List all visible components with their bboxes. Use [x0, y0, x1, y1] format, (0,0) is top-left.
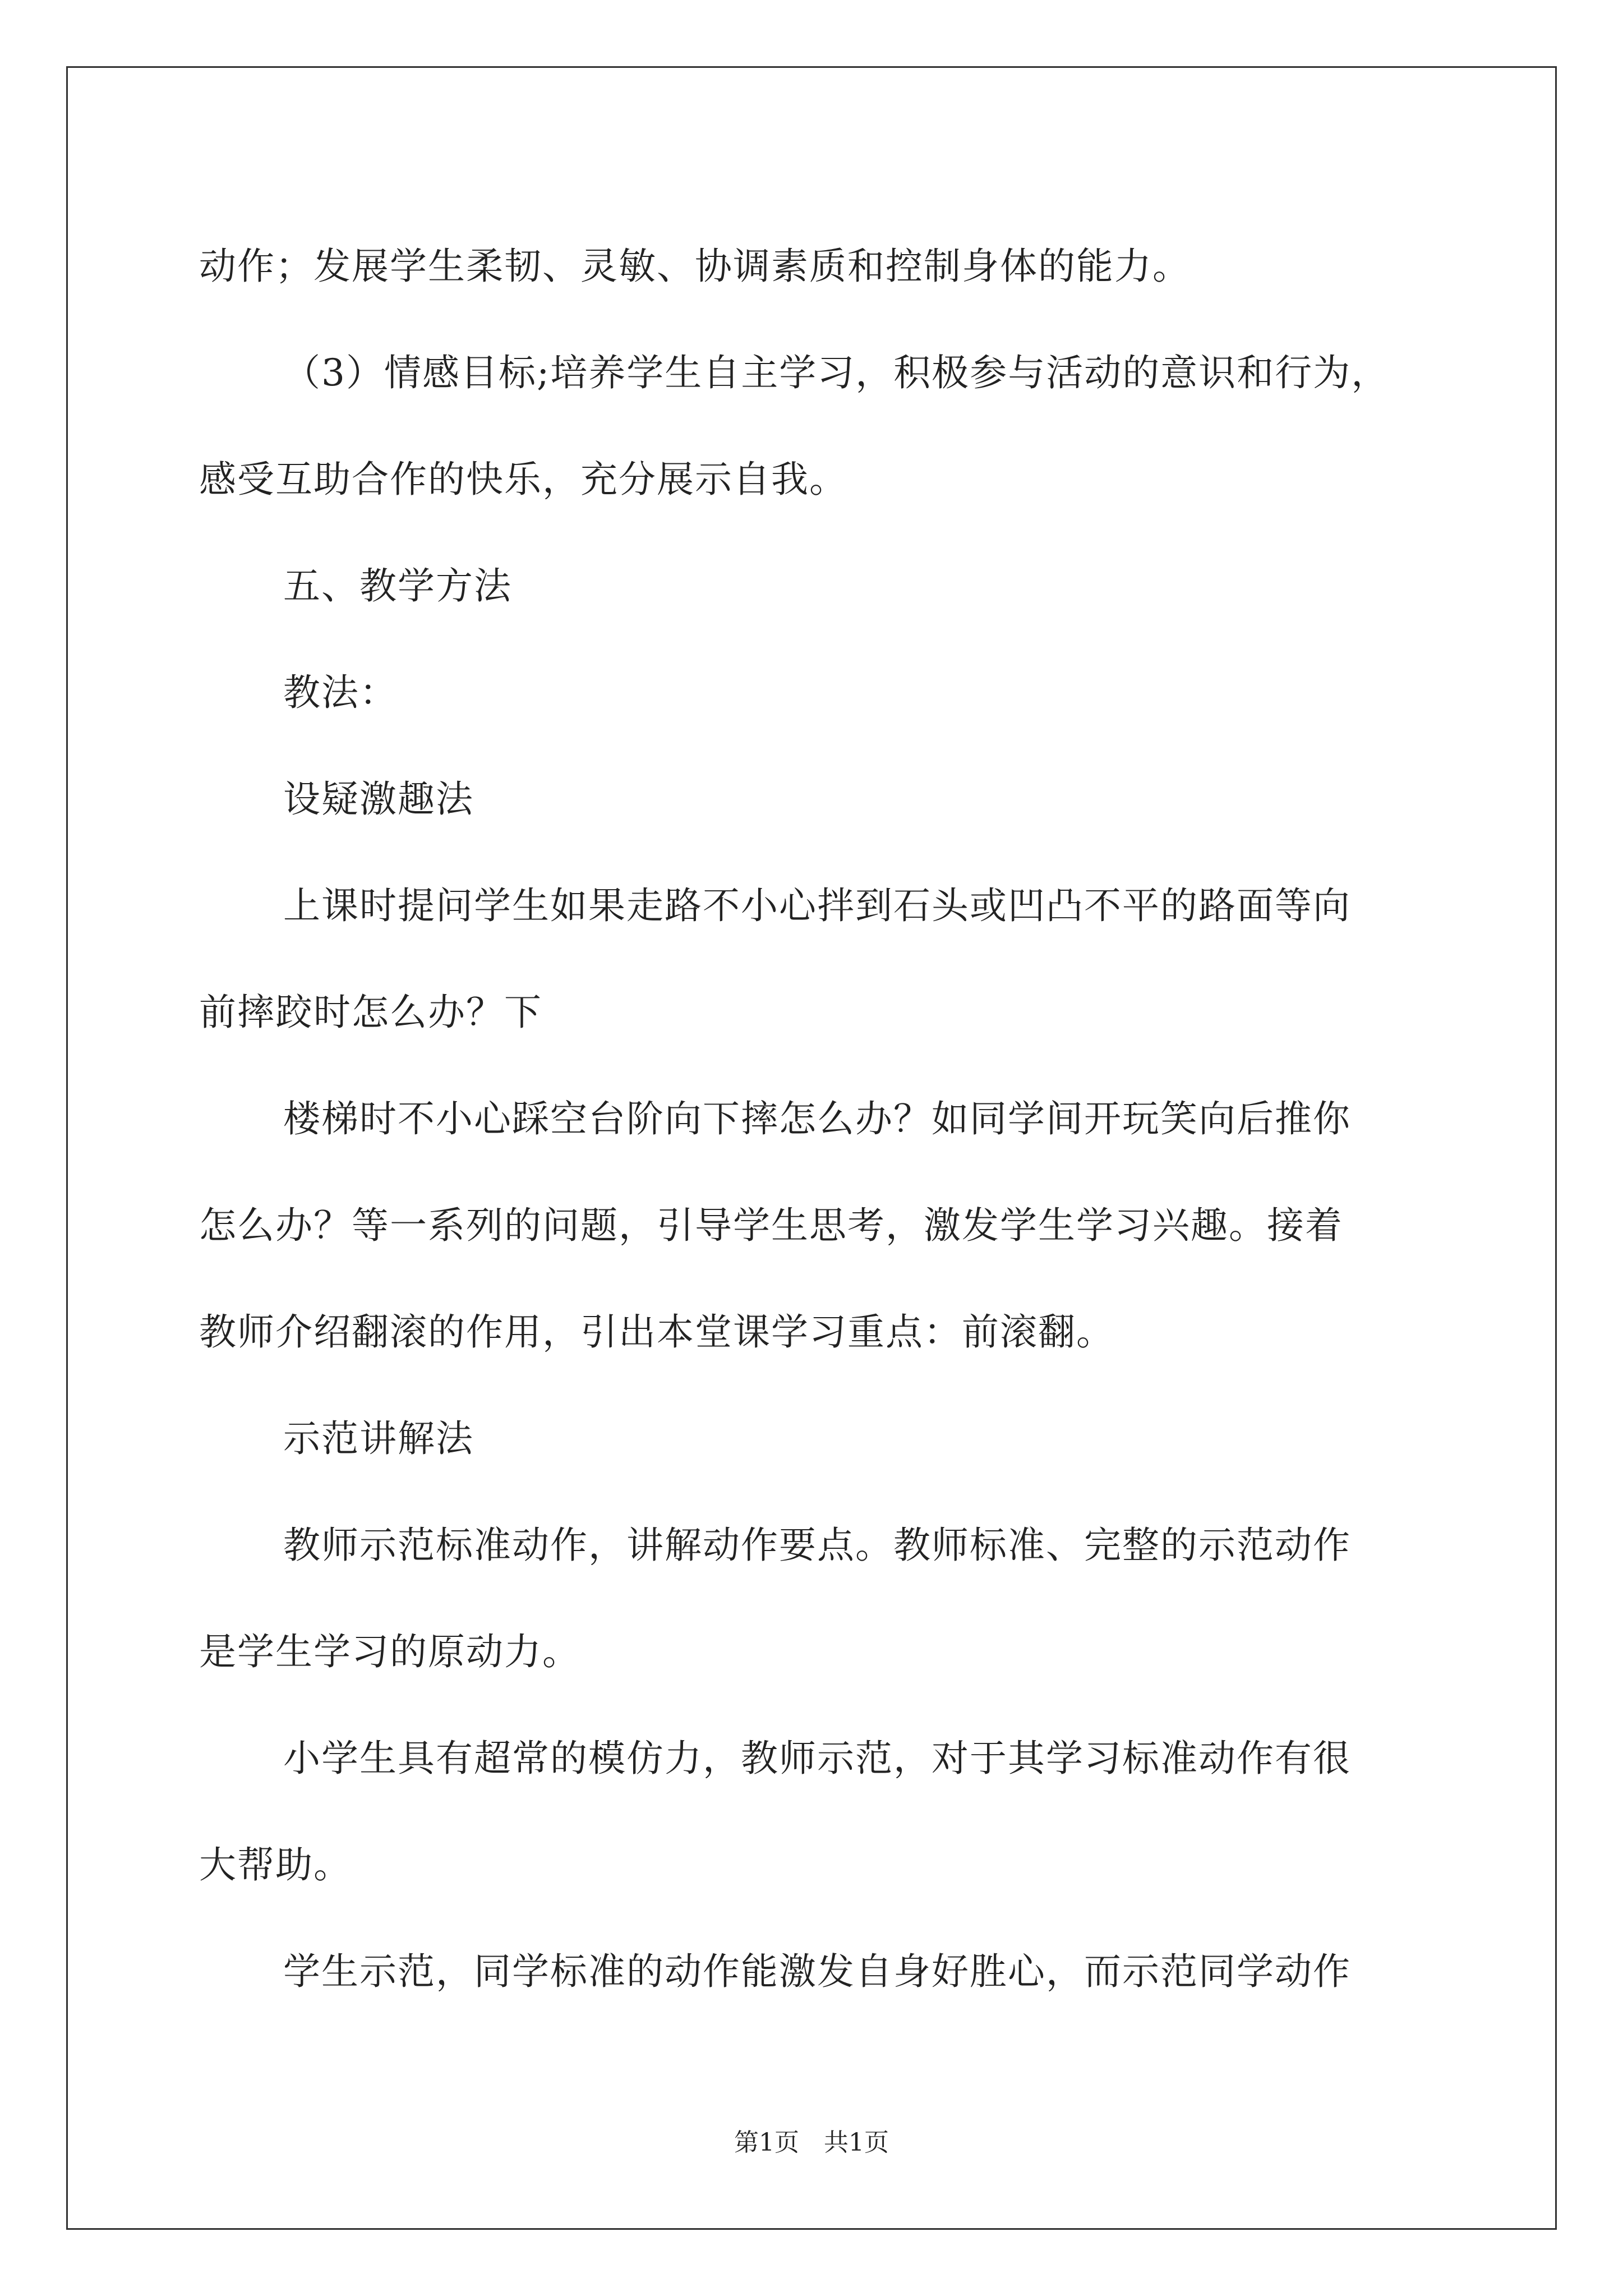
page-number: 第1页 共1页	[734, 2128, 889, 2157]
paragraph-line: 小学生具有超常的模仿力，教师示范，对于其学习标准动作有很	[283, 1737, 1351, 1780]
paragraph-line: 怎么办？等一系列的问题，引导学生思考，激发学生学习兴趣。接着	[199, 1204, 1343, 1247]
paragraph-line: 大帮助。	[199, 1843, 352, 1887]
paragraph-line: 学生示范，同学标准的动作能激发自身好胜心，而示范同学动作	[283, 1950, 1351, 1993]
section-heading: 五、教学方法	[283, 564, 512, 608]
method-title: 设疑激趣法	[283, 777, 474, 821]
paragraph-line: （3）情感目标;培养学生自主学习，积极参与活动的意识和行为，	[283, 351, 1390, 394]
paragraph-line: 教师介绍翻滚的作用，引出本堂课学习重点：前滚翻。	[199, 1310, 1114, 1354]
paragraph-line: 上课时提问学生如果走路不小心拌到石头或凹凸不平的路面等向	[283, 884, 1351, 927]
paragraph-line: 动作；发展学生柔韧、灵敏、协调素质和控制身体的能力。	[199, 245, 1191, 288]
paragraph-line: 感受互助合作的快乐，充分展示自我。	[199, 458, 847, 501]
paragraph-line: 是学生学习的原动力。	[199, 1630, 580, 1673]
paragraph-line: 楼梯时不小心踩空台阶向下摔怎么办？如同学间开玩笑向后推你	[283, 1097, 1351, 1140]
subheading: 教法：	[283, 671, 398, 714]
document-body	[199, 213, 1438, 2025]
paragraph-line: 教师示范标准动作，讲解动作要点。教师标准、完整的示范动作	[283, 1524, 1351, 1567]
paragraph-line: 前摔跤时怎么办？下	[199, 991, 542, 1034]
method-title: 示范讲解法	[283, 1417, 474, 1460]
